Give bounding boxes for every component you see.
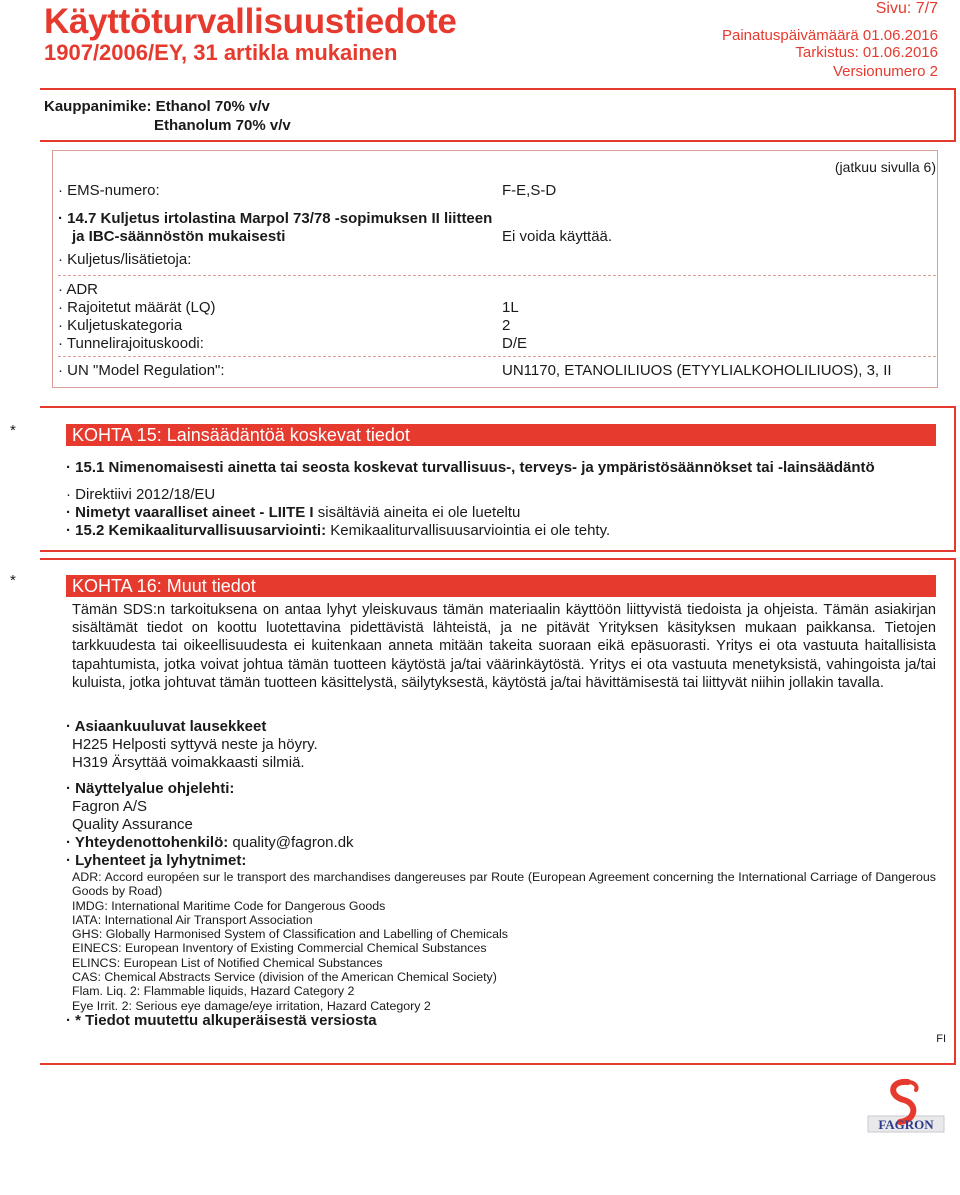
abbr-ghs: GHS: Globally Harmonised System of Classification and Labelling of Chemicals — [72, 927, 508, 942]
section15-item4-label: · 15.2 Kemikaaliturvallisuusarviointi: — [66, 522, 327, 539]
logo-text: FAGRON — [878, 1117, 934, 1132]
version-number: Versionumero 2 — [832, 63, 938, 80]
ems-value: F-E,S-D — [502, 182, 557, 199]
section15-item3 — [66, 504, 520, 522]
section16-right-border — [954, 558, 956, 1063]
abbr-flam-liq: Flam. Liq. 2: Flammable liquids, Hazard Category 2 — [72, 984, 355, 999]
un-value: UN1170, ETANOLILIUOS (ETYYLIALKOHOLILIUOS), 3, II — [502, 362, 892, 379]
transport-extra-label: · Kuljetus/lisätietoja: — [58, 251, 192, 268]
section16-bottom-rule — [40, 1063, 956, 1065]
section16-heading: KOHTA 16: Muut tiedot — [66, 575, 936, 597]
header-right-border — [954, 88, 956, 140]
section15-item2: · Direktiivi 2012/18/EU — [66, 486, 216, 503]
print-date: Painatuspäivämäärä 01.06.2016 — [722, 27, 938, 44]
page-number: Sivu: 7/7 — [875, 0, 938, 17]
section15-item3-text: sisältäviä aineita ei ole lueteltu — [313, 504, 521, 521]
section15-item4-text: Kemikaaliturvallisuusarviointia ei ole tehty. — [326, 522, 611, 539]
phrase-h225: H225 Helposti syttyvä neste ja höyry. — [72, 736, 318, 753]
section15-top-rule — [40, 406, 956, 408]
transport-box — [52, 150, 938, 388]
section16-change-star: * — [10, 572, 16, 589]
phrases-label: · Asiaankuuluvat lausekkeet — [66, 718, 267, 735]
continued-note: (jatkuu sivulla 6) — [834, 159, 936, 175]
document-title: Käyttöturvallisuustiedote — [44, 2, 457, 41]
lq-value: 1L — [502, 299, 519, 316]
issuer-label: · Näyttelyalue ohjelehti: — [66, 780, 235, 797]
fagron-logo-graphic — [860, 1078, 952, 1148]
issuer-company: Fagron A/S — [72, 798, 148, 815]
abbr-eye-irrit: Eye Irrit. 2: Serious eye damage/eye irritation, Hazard Category 2 — [72, 998, 431, 1013]
contact-line — [66, 834, 354, 852]
abbr-cas: CAS: Chemical Abstracts Service (division of the American Chemical Society) — [72, 970, 497, 985]
marpol-value: Ei voida käyttää. — [502, 228, 613, 245]
section16-top-rule — [40, 558, 956, 560]
tunnel-label: · Tunnelirajoituskoodi: — [58, 335, 204, 352]
category-value: 2 — [502, 317, 511, 334]
fagron-logo — [860, 1078, 952, 1148]
contact-label: · Yhteydenottohenkilö: — [66, 834, 229, 851]
document-subtitle: 1907/2006/EY, 31 artikla mukainen — [44, 40, 398, 65]
section15-item3-label: · Nimetyt vaaralliset aineet - LIITE I — [66, 504, 314, 521]
section15-right-border — [954, 406, 956, 550]
abbreviations-label: · Lyhenteet ja lyhytnimet: — [66, 852, 247, 869]
section15-bottom-rule — [40, 550, 956, 552]
un-divider — [58, 356, 936, 357]
contact-email: quality@fagron.dk — [228, 834, 354, 851]
un-label: · UN "Model Regulation": — [58, 362, 225, 379]
abbreviations-list — [72, 870, 936, 1013]
abbr-iata: IATA: International Air Transport Association — [72, 912, 313, 927]
section15-heading: KOHTA 15: Lainsäädäntöä koskevat tiedot — [66, 424, 936, 446]
trade-name — [44, 97, 291, 135]
category-label: · Kuljetuskategoria — [58, 317, 183, 334]
section15-change-star: * — [10, 422, 16, 439]
abbr-elincs: ELINCS: European List of Notified Chemical Substances — [72, 955, 383, 970]
phrase-h319: H319 Ärsyttää voimakkaasti silmiä. — [72, 754, 305, 771]
changed-note: · * Tiedot muutettu alkuperäisestä versiosta — [66, 1012, 377, 1029]
marpol-label-2: ja IBC-säännöstön mukaisesti — [72, 228, 286, 245]
transport-divider — [58, 275, 936, 276]
ems-label: · EMS-numero: — [58, 182, 160, 199]
language-code: FI — [936, 1033, 946, 1045]
trade-name-line1: Kauppanimike: Ethanol 70% v/v — [44, 98, 270, 115]
revision-date: Tarkistus: 01.06.2016 — [795, 44, 938, 61]
abbr-einecs: EINECS: European Inventory of Existing Commercial Chemical Substances — [72, 941, 487, 956]
lq-label: · Rajoitetut määrät (LQ) — [58, 299, 216, 316]
section15-item4 — [66, 522, 610, 540]
issuer-department: Quality Assurance — [72, 816, 193, 833]
tunnel-value: D/E — [502, 335, 528, 352]
marpol-label-1: · 14.7 Kuljetus irtolastina Marpol 73/78 -sopimuksen II liitteen — [58, 210, 493, 227]
adr-label: · ADR — [58, 281, 99, 298]
abbr-adr: ADR: Accord européen sur le transport des marchandises dangereuses par Route (European Agreement concerning the International Carriage of Dangerous Goods by Road) — [72, 870, 936, 899]
abbr-imdg: IMDG: International Maritime Code for Dangerous Goods — [72, 898, 386, 913]
header-rule — [40, 88, 956, 90]
trade-name-rule — [40, 140, 956, 142]
disclaimer-paragraph: Tämän SDS:n tarkoituksena on antaa lyhyt yleiskuvaus tämän materiaalin käyttöön liittyvistä tiedoista ja ohjeista. Tämän asiakirjan sisältämät tiedot on koottu luotettavina pidettävistä lähteistä, ja ne pitävät Yrityksen käsityksen mukaan paikkansa. Tietojen tarkkuudesta tai oikeellisuudesta ei kuitenkaan anneta mitään takeita suoraan eikä epäsuorasti. Yritys ei ota vastuuta haitallisista tapahtumista, jotka voivat johtua tämän tuotteen käytöstä ja/tai väärinkäytöstä. Yritys ei ota vastuuta menetyksistä, vahingoista ja/tai kuluista, jotka johtuvat tämän tuotteen käsittelystä, säilytyksestä, käytöstä ja/tai hävittämisestä tai liittyvät niihin jollakin tavalla. — [72, 602, 936, 691]
trade-name-line2: Ethanolum 70% v/v — [154, 117, 291, 134]
section15-item1: · 15.1 Nimenomaisesti ainetta tai seosta koskevat turvallisuus-, terveys- ja ympäristösäännökset tai -lainsäädäntö — [66, 459, 875, 476]
